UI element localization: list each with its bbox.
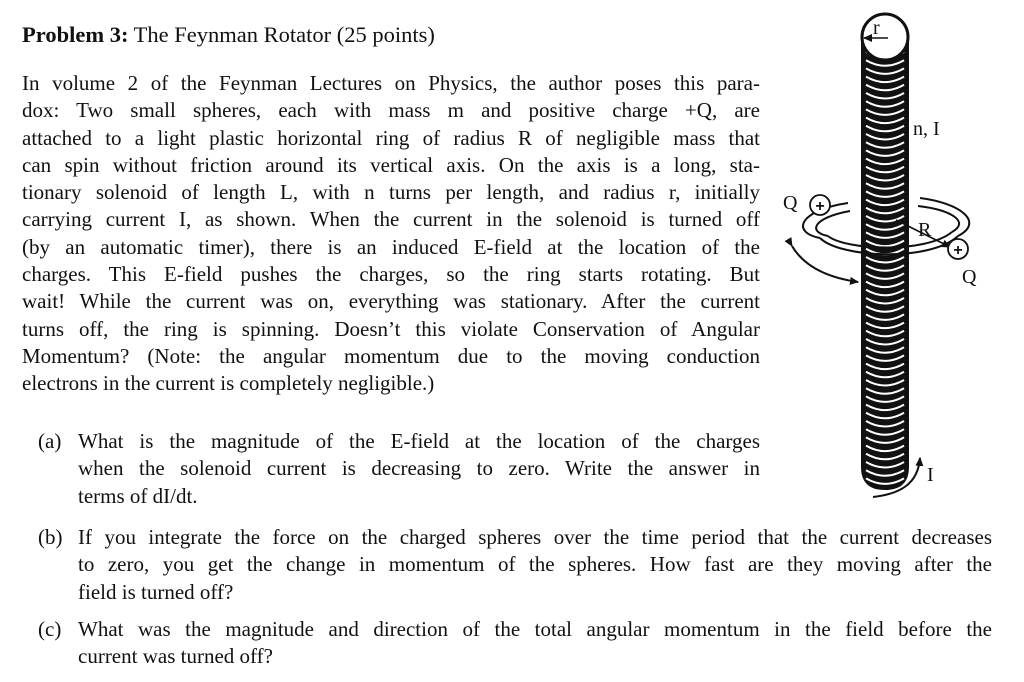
question-label: (a) [38,429,62,453]
intro-line: tionary solenoid of length L, with n turns per length, and radius r, initially [22,180,760,205]
question-line: field is turned off? [78,579,234,604]
intro-line: can spin without friction around its vertical axis. On the axis is a long, sta- [22,152,760,177]
label-r: r [873,17,880,39]
question-line: What was the magnitude and direction of the total angular momentum in the field before the [78,617,992,641]
svg-text:+: + [815,198,825,215]
question-line: to zero, you get the change in momentum of the spheres. How fast are they moving after the [78,552,992,577]
question-label: (b) [38,525,63,549]
label-q-right: Q [962,266,977,288]
label-n-i: n, I [913,118,940,140]
intro-line: wait! While the current was on, everything was stationary. After the current [22,289,760,314]
intro-line: turns off, the ring is spinning. Doesn’t this violate Conservation of Angular [22,316,760,341]
intro-line: charges. This E-field pushes the charges, so the ring starts rotating. But [22,262,760,287]
label-current: I [927,464,934,486]
question-line: when the solenoid current is decreasing to zero. Write the answer in [78,456,760,481]
intro-line: (by an automatic timer), there is an induced E-field at the location of the [22,234,760,259]
problem-title: The Feynman Rotator (25 points) [133,22,435,47]
intro-line: electrons in the current is completely negligible.) [22,371,435,396]
label-R: R [918,219,932,241]
problem-number: Problem 3: [22,22,129,47]
intro-line: dox: Two small spheres, each with mass m and positive charge +Q, are [22,98,760,123]
solenoid-icon [861,14,909,490]
intro-line: attached to a light plastic horizontal ring of radius R of negligible mass that [22,125,760,150]
rotation-arrow-icon [792,246,858,282]
charge-right-icon [948,239,968,259]
intro-line: carrying current I, as shown. When the current in the solenoid is turned off [22,207,760,232]
intro-line: In volume 2 of the Feynman Lectures on Physics, the author poses this para- [22,71,760,95]
intro-line: Momentum? (Note: the angular momentum due to the moving conduction [22,343,760,368]
question-line: If you integrate the force on the charged spheres over the time period that the current decreases [78,525,992,549]
question-line: current was turned off? [78,644,273,669]
label-q-left: Q [783,192,798,214]
svg-text:+: + [953,242,963,259]
question-line: What is the magnitude of the E-field at the location of the charges [78,429,760,453]
question-label: (c) [38,617,62,641]
charge-left-icon [810,195,830,215]
question-line: terms of dI/dt. [78,483,198,508]
